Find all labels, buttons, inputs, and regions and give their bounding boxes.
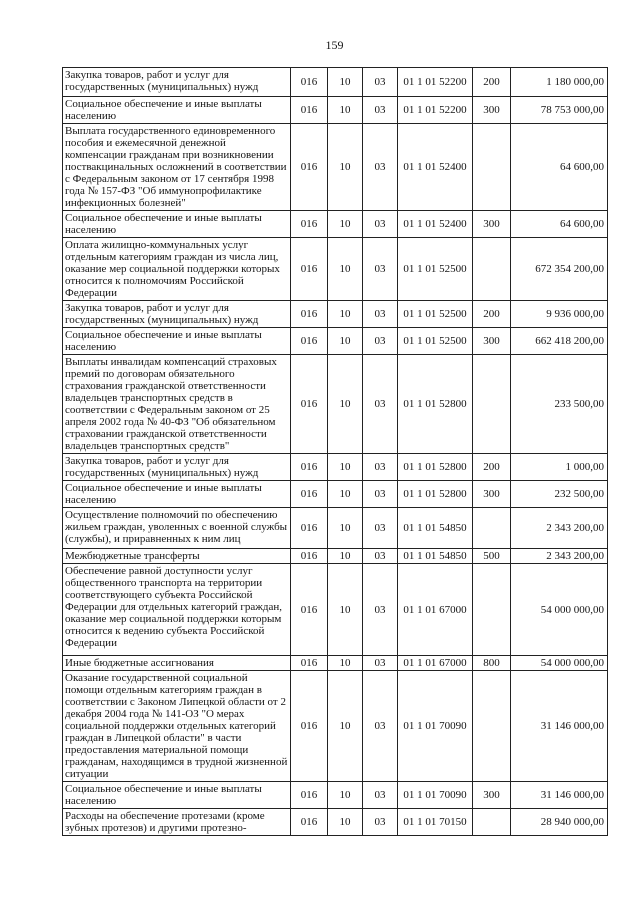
row-amount: 662 418 200,00 xyxy=(511,328,608,355)
row-section: 10 xyxy=(328,564,363,656)
row-expense-type: 500 xyxy=(473,549,511,564)
row-expense-type: 200 xyxy=(473,301,511,328)
row-subsection: 03 xyxy=(363,301,398,328)
row-subsection: 03 xyxy=(363,481,398,508)
row-section: 10 xyxy=(328,782,363,809)
row-subsection: 03 xyxy=(363,211,398,238)
table-row xyxy=(63,301,608,328)
row-expense-type xyxy=(473,809,511,836)
row-description: Выплата государственного единовременного пособия и ежемесячной денежной компенсации гражданам при возникновении поствакцинальных осложнений в соответствии с Федеральным законом от 17 сентября 1998 года № 157-ФЗ "Об иммунопрофилактике инфекционных болезней" xyxy=(63,124,291,211)
row-description: Закупка товаров, работ и услуг для государственных (муниципальных) нужд xyxy=(63,68,291,97)
row-target-article: 01 1 01 70150 xyxy=(398,809,473,836)
row-section: 10 xyxy=(328,68,363,97)
table-row xyxy=(63,549,608,564)
row-expense-type: 800 xyxy=(473,656,511,671)
row-expense-type xyxy=(473,124,511,211)
row-description: Социальное обеспечение и иные выплаты населению xyxy=(63,328,291,355)
row-subsection: 03 xyxy=(363,549,398,564)
row-section: 10 xyxy=(328,454,363,481)
row-target-article: 01 1 01 52500 xyxy=(398,238,473,301)
row-target-article: 01 1 01 70090 xyxy=(398,671,473,782)
row-section: 10 xyxy=(328,97,363,124)
row-target-article: 01 1 01 52200 xyxy=(398,68,473,97)
row-section: 10 xyxy=(328,355,363,454)
table-row xyxy=(63,328,608,355)
table-row xyxy=(63,238,608,301)
row-subsection: 03 xyxy=(363,564,398,656)
row-section: 10 xyxy=(328,124,363,211)
row-amount: 672 354 200,00 xyxy=(511,238,608,301)
row-description: Социальное обеспечение и иные выплаты населению xyxy=(63,211,291,238)
row-target-article: 01 1 01 70090 xyxy=(398,782,473,809)
row-expense-type: 300 xyxy=(473,782,511,809)
table-row xyxy=(63,211,608,238)
row-subsection: 03 xyxy=(363,238,398,301)
row-section: 10 xyxy=(328,809,363,836)
row-expense-type xyxy=(473,355,511,454)
row-target-article: 01 1 01 54850 xyxy=(398,508,473,549)
table-row xyxy=(63,124,608,211)
row-target-article: 01 1 01 52800 xyxy=(398,454,473,481)
row-admin-code: 016 xyxy=(291,656,328,671)
row-expense-type: 300 xyxy=(473,328,511,355)
row-subsection: 03 xyxy=(363,508,398,549)
row-admin-code: 016 xyxy=(291,97,328,124)
row-section: 10 xyxy=(328,671,363,782)
row-description: Выплаты инвалидам компенсаций страховых премий по договорам обязательного страхования гражданской ответственности владельцев транспортных средств в соответствии с Федеральным законом от 25 апреля 2002 года № 40-ФЗ "Об обязательном страховании гражданской ответственности владельцев транспортных средств" xyxy=(63,355,291,454)
row-amount: 2 343 200,00 xyxy=(511,508,608,549)
table-row xyxy=(63,97,608,124)
row-subsection: 03 xyxy=(363,355,398,454)
row-section: 10 xyxy=(328,481,363,508)
row-section: 10 xyxy=(328,508,363,549)
row-admin-code: 016 xyxy=(291,238,328,301)
table-row xyxy=(63,656,608,671)
row-expense-type: 300 xyxy=(473,211,511,238)
row-section: 10 xyxy=(328,549,363,564)
row-target-article: 01 1 01 52800 xyxy=(398,481,473,508)
row-target-article: 01 1 01 54850 xyxy=(398,549,473,564)
table-row xyxy=(63,454,608,481)
row-admin-code: 016 xyxy=(291,328,328,355)
row-expense-type: 300 xyxy=(473,97,511,124)
table-row xyxy=(63,782,608,809)
row-amount: 1 000,00 xyxy=(511,454,608,481)
row-amount: 1 180 000,00 xyxy=(511,68,608,97)
row-admin-code: 016 xyxy=(291,782,328,809)
row-subsection: 03 xyxy=(363,97,398,124)
row-amount: 2 343 200,00 xyxy=(511,549,608,564)
row-subsection: 03 xyxy=(363,454,398,481)
row-expense-type xyxy=(473,238,511,301)
row-admin-code: 016 xyxy=(291,508,328,549)
row-admin-code: 016 xyxy=(291,481,328,508)
row-description: Социальное обеспечение и иные выплаты населению xyxy=(63,97,291,124)
row-expense-type xyxy=(473,508,511,549)
row-description: Закупка товаров, работ и услуг для государственных (муниципальных) нужд xyxy=(63,301,291,328)
budget-table xyxy=(62,67,608,836)
row-subsection: 03 xyxy=(363,68,398,97)
table-row xyxy=(63,508,608,549)
table-row xyxy=(63,671,608,782)
row-amount: 64 600,00 xyxy=(511,211,608,238)
row-description: Социальное обеспечение и иные выплаты населению xyxy=(63,782,291,809)
row-description: Межбюджетные трансферты xyxy=(63,549,291,564)
row-amount: 31 146 000,00 xyxy=(511,671,608,782)
row-admin-code: 016 xyxy=(291,68,328,97)
table-row xyxy=(63,481,608,508)
budget-table-body xyxy=(63,68,608,836)
table-row xyxy=(63,68,608,97)
row-amount: 31 146 000,00 xyxy=(511,782,608,809)
table-row xyxy=(63,809,608,836)
row-expense-type: 200 xyxy=(473,454,511,481)
row-target-article: 01 1 01 67000 xyxy=(398,564,473,656)
row-section: 10 xyxy=(328,211,363,238)
row-target-article: 01 1 01 52400 xyxy=(398,124,473,211)
row-admin-code: 016 xyxy=(291,809,328,836)
row-admin-code: 016 xyxy=(291,301,328,328)
row-description: Закупка товаров, работ и услуг для государственных (муниципальных) нужд xyxy=(63,454,291,481)
row-section: 10 xyxy=(328,301,363,328)
row-amount: 54 000 000,00 xyxy=(511,564,608,656)
row-subsection: 03 xyxy=(363,656,398,671)
row-admin-code: 016 xyxy=(291,671,328,782)
row-expense-type xyxy=(473,671,511,782)
row-amount: 232 500,00 xyxy=(511,481,608,508)
row-description: Иные бюджетные ассигнования xyxy=(63,656,291,671)
row-target-article: 01 1 01 52500 xyxy=(398,301,473,328)
row-admin-code: 016 xyxy=(291,454,328,481)
row-subsection: 03 xyxy=(363,809,398,836)
row-subsection: 03 xyxy=(363,328,398,355)
row-amount: 54 000 000,00 xyxy=(511,656,608,671)
row-description: Расходы на обеспечение протезами (кроме зубных протезов) и другими протезно- xyxy=(63,809,291,836)
row-amount: 28 940 000,00 xyxy=(511,809,608,836)
row-subsection: 03 xyxy=(363,782,398,809)
page-number: 159 xyxy=(325,38,344,52)
row-amount: 233 500,00 xyxy=(511,355,608,454)
row-amount: 78 753 000,00 xyxy=(511,97,608,124)
row-target-article: 01 1 01 52800 xyxy=(398,355,473,454)
row-subsection: 03 xyxy=(363,124,398,211)
row-section: 10 xyxy=(328,656,363,671)
row-target-article: 01 1 01 52500 xyxy=(398,328,473,355)
row-expense-type: 200 xyxy=(473,68,511,97)
row-expense-type xyxy=(473,564,511,656)
row-admin-code: 016 xyxy=(291,355,328,454)
row-amount: 64 600,00 xyxy=(511,124,608,211)
row-expense-type: 300 xyxy=(473,481,511,508)
row-description: Оплата жилищно-коммунальных услуг отдельным категориям граждан из числа лиц, оказание мер социальной поддержки которых относится к полномочиям Российской Федерации xyxy=(63,238,291,301)
row-section: 10 xyxy=(328,238,363,301)
row-target-article: 01 1 01 52400 xyxy=(398,211,473,238)
row-subsection: 03 xyxy=(363,671,398,782)
row-description: Оказание государственной социальной помощи отдельным категориям граждан в соответствии с Законом Липецкой области от 2 декабря 2004 года № 141-ОЗ "О мерах социальной поддержки отдельных категорий граждан в Липецкой области" в части предоставления материальной помощи гражданам, находящимся в трудной жизненной ситуации xyxy=(63,671,291,782)
row-admin-code: 016 xyxy=(291,564,328,656)
row-target-article: 01 1 01 67000 xyxy=(398,656,473,671)
row-amount: 9 936 000,00 xyxy=(511,301,608,328)
table-row xyxy=(63,564,608,656)
table-row xyxy=(63,355,608,454)
row-description: Обеспечение равной доступности услуг общественного транспорта на территории соответствующего субъекта Российской Федерации для отдельных категорий граждан, оказание мер социальной поддержки которым относится к ведению субъекта Российской Федерации xyxy=(63,564,291,656)
row-description: Социальное обеспечение и иные выплаты населению xyxy=(63,481,291,508)
row-section: 10 xyxy=(328,328,363,355)
row-admin-code: 016 xyxy=(291,549,328,564)
row-admin-code: 016 xyxy=(291,211,328,238)
row-admin-code: 016 xyxy=(291,124,328,211)
row-target-article: 01 1 01 52200 xyxy=(398,97,473,124)
row-description: Осуществление полномочий по обеспечению жильем граждан, уволенных с военной службы (службы), и приравненных к ним лиц xyxy=(63,508,291,549)
